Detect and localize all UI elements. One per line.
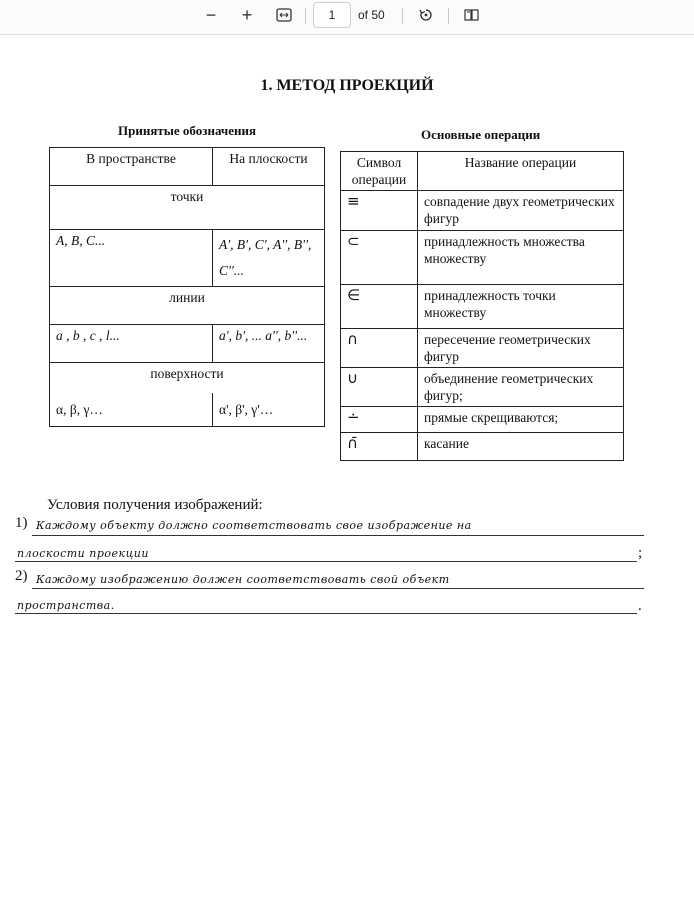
table1-cell: α', β', γ'… bbox=[213, 393, 325, 427]
table2-symbol: ∩̄ bbox=[341, 433, 418, 461]
table1-section-surfaces: поверхности bbox=[50, 363, 325, 393]
condition-1-end: ; bbox=[638, 545, 643, 561]
table2-symbol: ∪ bbox=[341, 368, 418, 407]
page-title: 1. МЕТОД ПРОЕКЦИЙ bbox=[260, 77, 434, 94]
page-count: of 50 bbox=[358, 8, 385, 22]
table2-symbol: ∩ bbox=[341, 329, 418, 368]
table1-header-plane: На плоскости bbox=[213, 148, 325, 186]
table1-header-space: В пространстве bbox=[50, 148, 213, 186]
table2-caption: Основные операции bbox=[421, 127, 541, 142]
table2-name: объединение геометрических фигур; bbox=[418, 368, 624, 407]
conditions-heading: Условия получения изображений: bbox=[47, 497, 263, 513]
table2-name: принадлежность множества множеству bbox=[418, 231, 624, 285]
toolbar-divider bbox=[402, 8, 403, 24]
table2-header-name: Название операции bbox=[418, 152, 624, 191]
condition-2-end: . bbox=[638, 598, 642, 614]
notation-table bbox=[49, 147, 325, 427]
condition-2-handwriting-1: Каждому изображению должен соответствовать свой объект bbox=[36, 573, 450, 586]
table2-name: пересечение геометрических фигур bbox=[418, 329, 624, 368]
table2-symbol: ∸ bbox=[341, 407, 418, 433]
condition-1-number: 1) bbox=[15, 515, 28, 531]
fit-page-icon bbox=[276, 8, 292, 22]
table2-header-symbol: Символ операции bbox=[341, 152, 418, 191]
two-page-view-button[interactable] bbox=[460, 0, 484, 30]
toolbar-divider bbox=[305, 8, 306, 24]
table2-name: принадлежность точки множеству bbox=[418, 285, 624, 329]
two-page-view-icon bbox=[464, 8, 480, 22]
table2-name: совпадение двух геометрических фигур bbox=[418, 191, 624, 231]
condition-1-handwriting-2: плоскости проекции bbox=[17, 547, 149, 560]
rotate-button[interactable] bbox=[414, 0, 438, 30]
table1-cell: α, β, γ… bbox=[50, 393, 213, 427]
rotate-icon bbox=[418, 7, 434, 23]
table2-name: прямые скрещиваются; bbox=[418, 407, 624, 433]
table1-cell: A', B', C', A'', B'', C''... bbox=[213, 230, 325, 287]
condition-2-number: 2) bbox=[15, 568, 28, 584]
table2-name: касание bbox=[418, 433, 624, 461]
toolbar-divider bbox=[448, 8, 449, 24]
document-page bbox=[0, 35, 694, 919]
table1-section-points: точки bbox=[50, 186, 325, 230]
table1-cell: a', b', ... a'', b''... bbox=[213, 325, 325, 363]
table1-cell: A, B, C... bbox=[50, 230, 213, 287]
zoom-in-button[interactable]: + bbox=[241, 4, 253, 25]
table2-symbol: ⊂ bbox=[341, 231, 418, 285]
pdf-toolbar bbox=[0, 0, 694, 35]
fit-page-button[interactable] bbox=[272, 0, 296, 30]
table1-section-lines: линии bbox=[50, 287, 325, 325]
page-number-input[interactable]: 1 bbox=[313, 2, 351, 28]
table2-symbol: ∈ bbox=[341, 285, 418, 329]
condition-1-handwriting-1: Каждому объекту должно соответствовать свое изображение на bbox=[36, 519, 472, 532]
operations-table bbox=[340, 151, 624, 461]
table1-caption: Принятые обозначения bbox=[118, 123, 257, 138]
table1-cell: a , b , c , l... bbox=[50, 325, 213, 363]
zoom-out-button[interactable]: − bbox=[205, 4, 217, 25]
table2-symbol: ≡ bbox=[341, 191, 418, 231]
condition-2-handwriting-2: пространства. bbox=[17, 599, 115, 612]
